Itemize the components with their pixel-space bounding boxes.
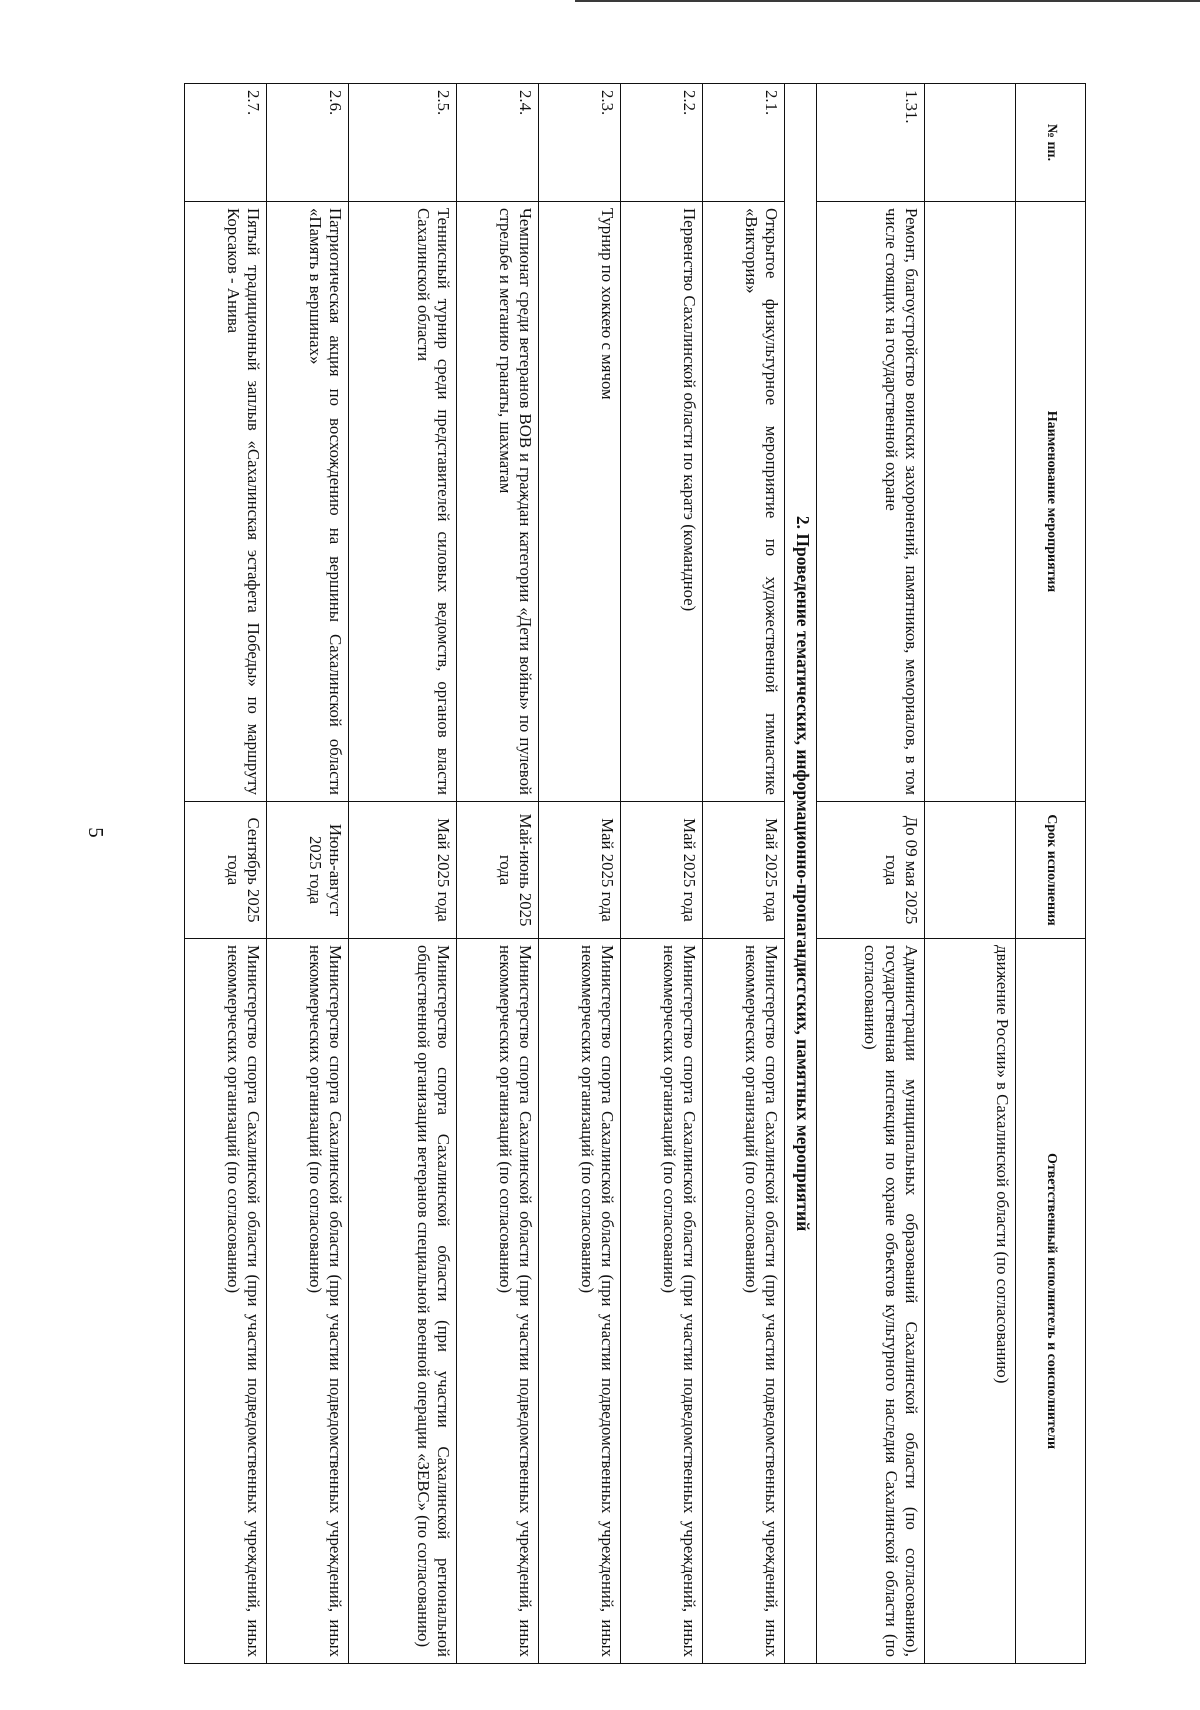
table-row-2-1 <box>703 84 785 1664</box>
table-row-continuation <box>925 84 1016 1664</box>
table-row-1-31 <box>817 84 925 1664</box>
cell-responsible: Министерство спорта Сахалинской области (при участии подведомственных учреждений, иных некоммерческих организаций (по согласованию) <box>457 939 539 1664</box>
cell-number <box>925 84 1016 202</box>
section-header-row <box>785 84 817 1664</box>
section-2-title: 2. Проведение тематических, информационно-пропагандистских, памятных мероприятий <box>785 84 817 1664</box>
cell-number: 2.2. <box>621 84 703 202</box>
table-row-2-5 <box>349 84 457 1664</box>
cell-event-name: Теннисный турнир среди представителей силовых ведомств, органов власти Сахалинской области <box>349 202 457 802</box>
cell-term: Май-июнь 2025 года <box>457 802 539 939</box>
cell-number: 1.31. <box>817 84 925 202</box>
cell-event-name: Патриотическая акция по восхождению на вершины Сахалинской области «Память в вершинах» <box>267 202 349 802</box>
cell-number: 2.1. <box>703 84 785 202</box>
table-row-2-2 <box>621 84 703 1664</box>
table-row-2-4 <box>457 84 539 1664</box>
table-row-2-3 <box>539 84 621 1664</box>
table-row-2-7 <box>185 84 267 1664</box>
cell-term: Май 2025 года <box>621 802 703 939</box>
cell-responsible: движение России» в Сахалинской области (по согласованию) <box>925 939 1016 1664</box>
cell-responsible: Министерство спорта Сахалинской области (при участии подведомственных учреждений, иных некоммерческих организаций (по согласованию) <box>185 939 267 1664</box>
cell-number: 2.6. <box>267 84 349 202</box>
events-table <box>184 83 1086 1664</box>
cell-number: 2.4. <box>457 84 539 202</box>
cell-responsible: Министерство спорта Сахалинской области (при участии подведомственных учреждений, иных некоммерческих организаций (по согласованию) <box>267 939 349 1664</box>
cell-responsible: Министерство спорта Сахалинской области (при участии подведомственных учреждений, иных некоммерческих организаций (по согласованию) <box>621 939 703 1664</box>
cell-event-name: Ремонт, благоустройство воинских захоронений, памятников, мемориалов, в том числе стоящих на государственной охране <box>817 202 925 802</box>
cell-event-name: Пятый традиционный заплыв «Сахалинская эстафета Победы» по маршруту Корсаков - Анива <box>185 202 267 802</box>
cell-number: 2.7. <box>185 84 267 202</box>
header-term: Срок исполнения <box>1016 802 1086 939</box>
header-event-name: Наименование мероприятия <box>1016 202 1086 802</box>
cell-number: 2.5. <box>349 84 457 202</box>
table-header-row <box>1016 84 1086 1664</box>
cell-term: Май 2025 года <box>703 802 785 939</box>
cell-responsible: Администрации муниципальных образований Сахалинской области (по согласованию), государственная инспекция по охране объектов культурного наследия Сахалинской области (по согласованию) <box>817 939 925 1664</box>
cell-event-name: Открытое физкультурное мероприятие по художественной гимнастике «Виктория» <box>703 202 785 802</box>
cell-term: Июнь-август 2025 года <box>267 802 349 939</box>
cell-number: 2.3. <box>539 84 621 202</box>
cell-term: До 09 мая 2025 года <box>817 802 925 939</box>
table-row-2-6 <box>267 84 349 1664</box>
header-number: № пп. <box>1016 84 1086 202</box>
cell-term: Сентябрь 2025 года <box>185 802 267 939</box>
scan-top-rule <box>575 0 1200 2</box>
cell-responsible: Министерство спорта Сахалинской области (при участии подведомственных учреждений, иных некоммерческих организаций (по согласованию) <box>703 939 785 1664</box>
cell-event-name <box>925 202 1016 802</box>
cell-event-name: Первенство Сахалинской области по каратэ (командное) <box>621 202 703 802</box>
cell-term: Май 2025 года <box>349 802 457 939</box>
cell-responsible: Министерство спорта Сахалинской области (при участии Сахалинской региональной общественной организации ветеранов специальной военной операции «ЗЕВС» (по согласованию) <box>349 939 457 1664</box>
cell-event-name: Турнир по хоккею с мячом <box>539 202 621 802</box>
cell-term: Май 2025 года <box>539 802 621 939</box>
cell-event-name: Чемпионат среди ветеранов ВОВ и граждан категории «Дети войны» по пулевой стрельбе и метанию гранаты, шахматам <box>457 202 539 802</box>
page-number: 5 <box>83 827 108 838</box>
cell-responsible: Министерство спорта Сахалинской области (при участии подведомственных учреждений, иных некоммерческих организаций (по согласованию) <box>539 939 621 1664</box>
header-responsible: Ответственный исполнитель и соисполнители <box>1016 939 1086 1664</box>
cell-term <box>925 802 1016 939</box>
